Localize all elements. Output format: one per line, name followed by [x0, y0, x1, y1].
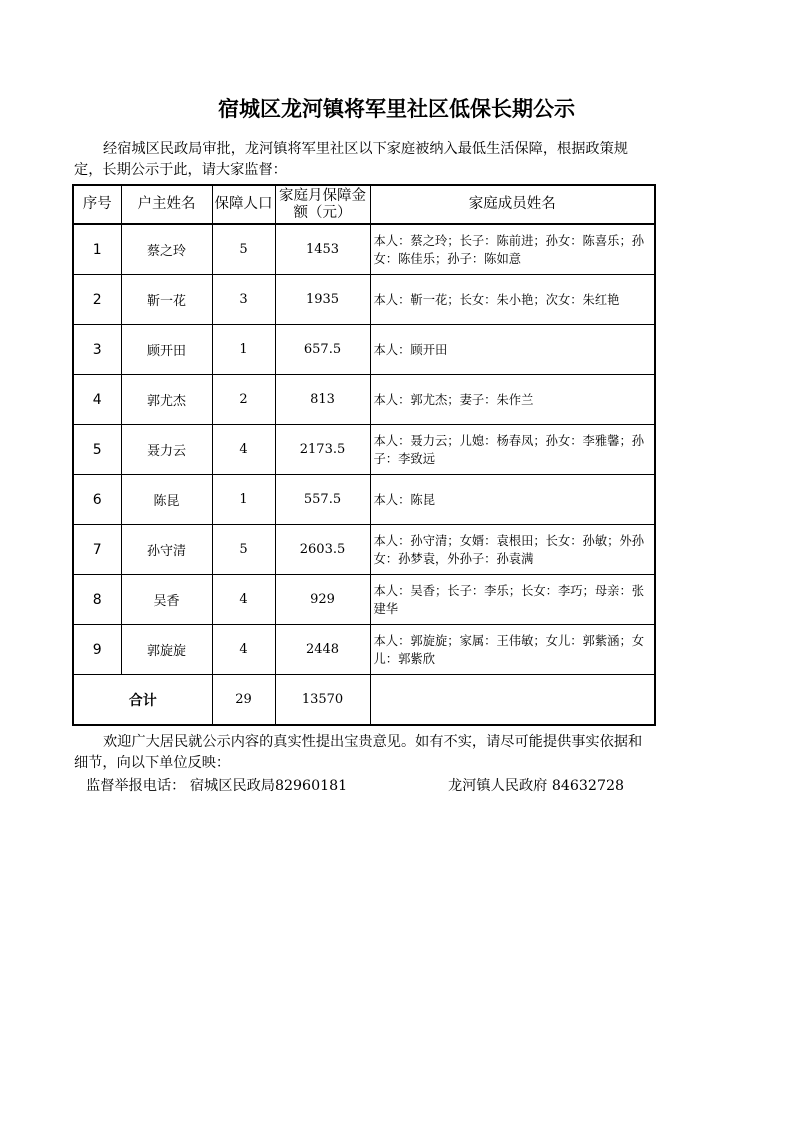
row-index: 4 [73, 375, 121, 425]
row-index: 3 [73, 325, 121, 375]
table-row [73, 575, 655, 625]
row-head-name: 聂力云 [121, 425, 212, 475]
table-row [73, 475, 655, 525]
row-head-name: 郭旋旋 [121, 625, 212, 675]
header-amount: 家庭月保障金额（元） [275, 185, 370, 224]
intro-paragraph: 经宿城区民政局审批，龙河镇将军里社区以下家庭被纳入最低生活保障，根据政策规定，长期公示于此，请大家监督： [74, 141, 628, 178]
row-index: 7 [73, 525, 121, 575]
row-amount: 657.5 [275, 325, 370, 375]
row-members: 本人：孙守清；女婿：袁根田；长女：孙敏；外孙女：孙梦袁，外孙子：孙袁满 [370, 525, 655, 575]
row-count: 5 [212, 525, 275, 575]
row-amount: 1453 [275, 224, 370, 275]
row-amount: 2173.5 [275, 425, 370, 475]
row-index: 9 [73, 625, 121, 675]
table-row [73, 275, 655, 325]
row-count: 5 [212, 224, 275, 275]
row-amount: 2448 [275, 625, 370, 675]
row-index: 8 [73, 575, 121, 625]
total-amount: 13570 [275, 675, 370, 726]
row-count: 2 [212, 375, 275, 425]
row-index: 2 [73, 275, 121, 325]
row-index: 5 [73, 425, 121, 475]
total-row [73, 675, 655, 726]
table-row [73, 625, 655, 675]
feedback-notice: 欢迎广大居民就公示内容的真实性提出宝贵意见。如有不实，请尽可能提供事实依据和细节，向以下单位反映： [74, 734, 643, 771]
row-count: 1 [212, 475, 275, 525]
row-amount: 813 [275, 375, 370, 425]
table-row [73, 325, 655, 375]
row-head-name: 靳一花 [121, 275, 212, 325]
row-amount: 2603.5 [275, 525, 370, 575]
row-members: 本人：郭尤杰；妻子：朱作兰 [370, 375, 655, 425]
row-count: 3 [212, 275, 275, 325]
row-count: 1 [212, 325, 275, 375]
header-members: 家庭成员姓名 [370, 185, 655, 224]
table-row [73, 224, 655, 275]
row-head-name: 顾开田 [121, 325, 212, 375]
row-index: 1 [73, 224, 121, 275]
row-amount: 929 [275, 575, 370, 625]
row-amount: 1935 [275, 275, 370, 325]
row-head-name: 蔡之玲 [121, 224, 212, 275]
row-members: 本人：陈昆 [370, 475, 655, 525]
row-head-name: 陈昆 [121, 475, 212, 525]
row-count: 4 [212, 575, 275, 625]
row-members: 本人：靳一花；长女：朱小艳；次女：朱红艳 [370, 275, 655, 325]
total-count: 29 [212, 675, 275, 726]
total-members-empty [370, 675, 655, 726]
row-members: 本人：郭旋旋；家属：王伟敏；女儿：郭紫涵；女儿：郭紫欣 [370, 625, 655, 675]
row-amount: 557.5 [275, 475, 370, 525]
row-head-name: 孙守清 [121, 525, 212, 575]
page-title: 宿城区龙河镇将军里社区低保长期公示 [218, 96, 575, 121]
hotline-civil-affairs [86, 775, 347, 795]
row-members: 本人：吴香；长子：李乐；长女：李巧；母亲：张建华 [370, 575, 655, 625]
header-count: 保障人口 [212, 185, 275, 224]
header-index: 序号 [73, 185, 121, 224]
row-members: 本人：顾开田 [370, 325, 655, 375]
hotline-label: 监督举报电话： [86, 778, 186, 794]
table-row [73, 425, 655, 475]
table-row [73, 525, 655, 575]
table-header-row [73, 185, 655, 224]
row-index: 6 [73, 475, 121, 525]
town-government-phone: 龙河镇人民政府 84632728 [448, 778, 625, 794]
table-row [73, 375, 655, 425]
row-members: 本人：聂力云；儿媳：杨春凤；孙女：李雅馨；孙子：李致远 [370, 425, 655, 475]
row-head-name: 郭尤杰 [121, 375, 212, 425]
row-count: 4 [212, 625, 275, 675]
total-label: 合计 [73, 675, 212, 726]
row-members: 本人：蔡之玲；长子：陈前进；孙女：陈喜乐；孙女：陈佳乐；孙子：陈如意 [370, 224, 655, 275]
row-head-name: 吴香 [121, 575, 212, 625]
subsidy-table [72, 184, 656, 726]
civil-affairs-phone: 宿城区民政局82960181 [189, 778, 348, 794]
row-count: 4 [212, 425, 275, 475]
header-head-name: 户主姓名 [121, 185, 212, 224]
